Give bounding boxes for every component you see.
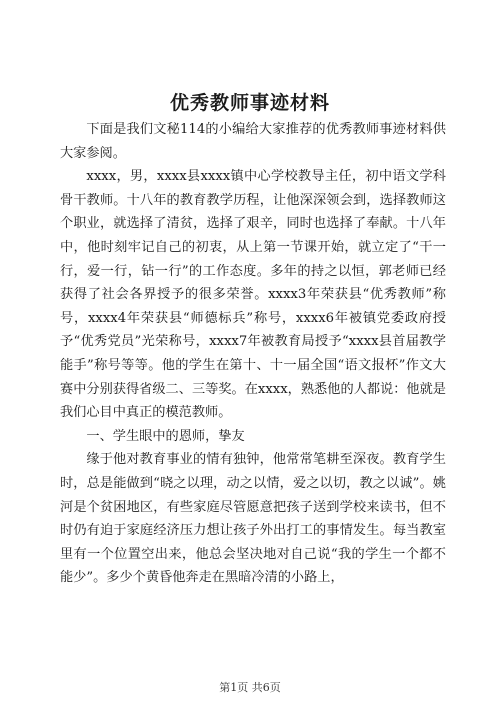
document-body (60, 118, 446, 590)
section-heading: 一、学生眼中的恩师，挚友 (86, 428, 245, 444)
paragraph-intro: 下面是我们文秘114的小编给大家推荐的优秀教师事迹材料供大家参阅。 (60, 122, 446, 161)
page-footer: 第1页 共6页 (219, 681, 281, 694)
paragraph-profile: xxxx，男，xxxx县xxxx镇中心学校教导主任，初中语文学科骨干教师。十八年的教育教学历程，让他深深领会到，选择教师这个职业，就选择了清贫，选择了艰辛，同时也选择了奉献。十八年中，他时刻牢记自己的初衷，从上第一节课开始，就立定了“干一行，爱一行，钻一行”的工作态度。多年的持之以恒，郭老师已经获得了社会各界授予的很多荣誉。xxxx3年荣获县“优秀教师”称号，xxxx4年荣获县“师德标兵”称号，xxxx6年被镇党委政府授予“优秀党员”光荣称号，xxxx7年被教育局授予“xxxx县首届教学能手”称号等等。他的学生在第十、十一届全国“语文报杯”作文大赛中分别获得省级二、三等奖。在xxxx，熟悉他的人都说：他就是我们心目中真正的模范教师。 (60, 169, 446, 421)
paragraph-section-one: 缘于他对教育事业的情有独钟，他常常笔耕至深夜。教育学生时，总是能做到“晓之以理，动之以情，爱之以切，教之以诚”。姚河是个贫困地区，有些家庭尽管愿意把孩子送到学校来读书，但不时仍有迫于家庭经济压力想让孩子外出打工的事情发生。每当教室里有一个位置空出来，他总会坚决地对自己说“我的学生一个都不能少”。多少个黄昏他奔走在黑暗冷清的小路上， (60, 452, 446, 586)
document-title: 优秀教师事迹材料 (169, 92, 330, 114)
